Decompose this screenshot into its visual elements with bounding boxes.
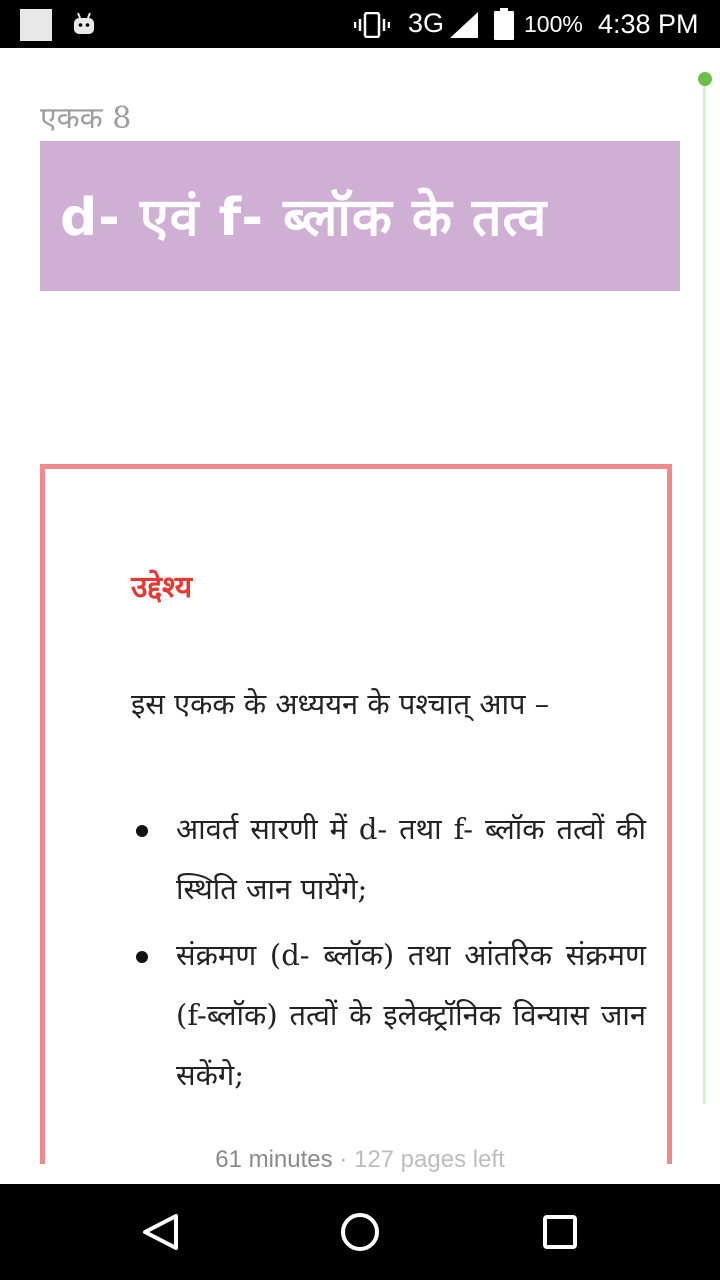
home-icon[interactable] [300, 1184, 420, 1280]
network-type: 3G [408, 8, 445, 38]
battery-percent: 100% [524, 11, 583, 37]
unit-label: एकक 8 [40, 101, 132, 136]
minutes-left: 61 minutes [215, 1146, 333, 1173]
status-bar [0, 0, 720, 48]
battery-icon [494, 8, 514, 40]
pages-left: 127 pages left [353, 1146, 505, 1173]
reading-progress-indicator[interactable] [698, 72, 712, 86]
reading-progress-track [703, 80, 706, 1104]
vibrate-icon [354, 12, 390, 38]
objective-item: संक्रमण (d- ब्लॉक) तथा आंतरिक संक्रमण (f-ब्लॉक) तत्वों के इलेक्ट्रॉनिक विन्यास जान सकेंगे; [176, 925, 646, 1105]
objectives-box [40, 464, 672, 1164]
clock: 4:38 PM [598, 9, 699, 39]
signal-icon [450, 12, 478, 38]
chapter-title: d- एवं f- ब्लॉक के तत्व [60, 188, 548, 248]
objectives-heading: उद्देश्य [131, 570, 193, 605]
objectives-intro: इस एकक के अध्ययन के पश्चात् आप – [131, 687, 550, 721]
android-icon [72, 12, 96, 34]
recent-apps-icon[interactable] [500, 1184, 620, 1280]
status-separator: · [339, 1146, 348, 1173]
navigation-bar [0, 1184, 720, 1280]
back-icon[interactable] [100, 1184, 220, 1280]
notification-icon [20, 9, 52, 41]
reading-status [0, 1146, 720, 1174]
objective-item: आवर्त सारणी में d- तथा f- ब्लॉक तत्वों की स्थिति जान पायेंगे; [176, 799, 646, 919]
